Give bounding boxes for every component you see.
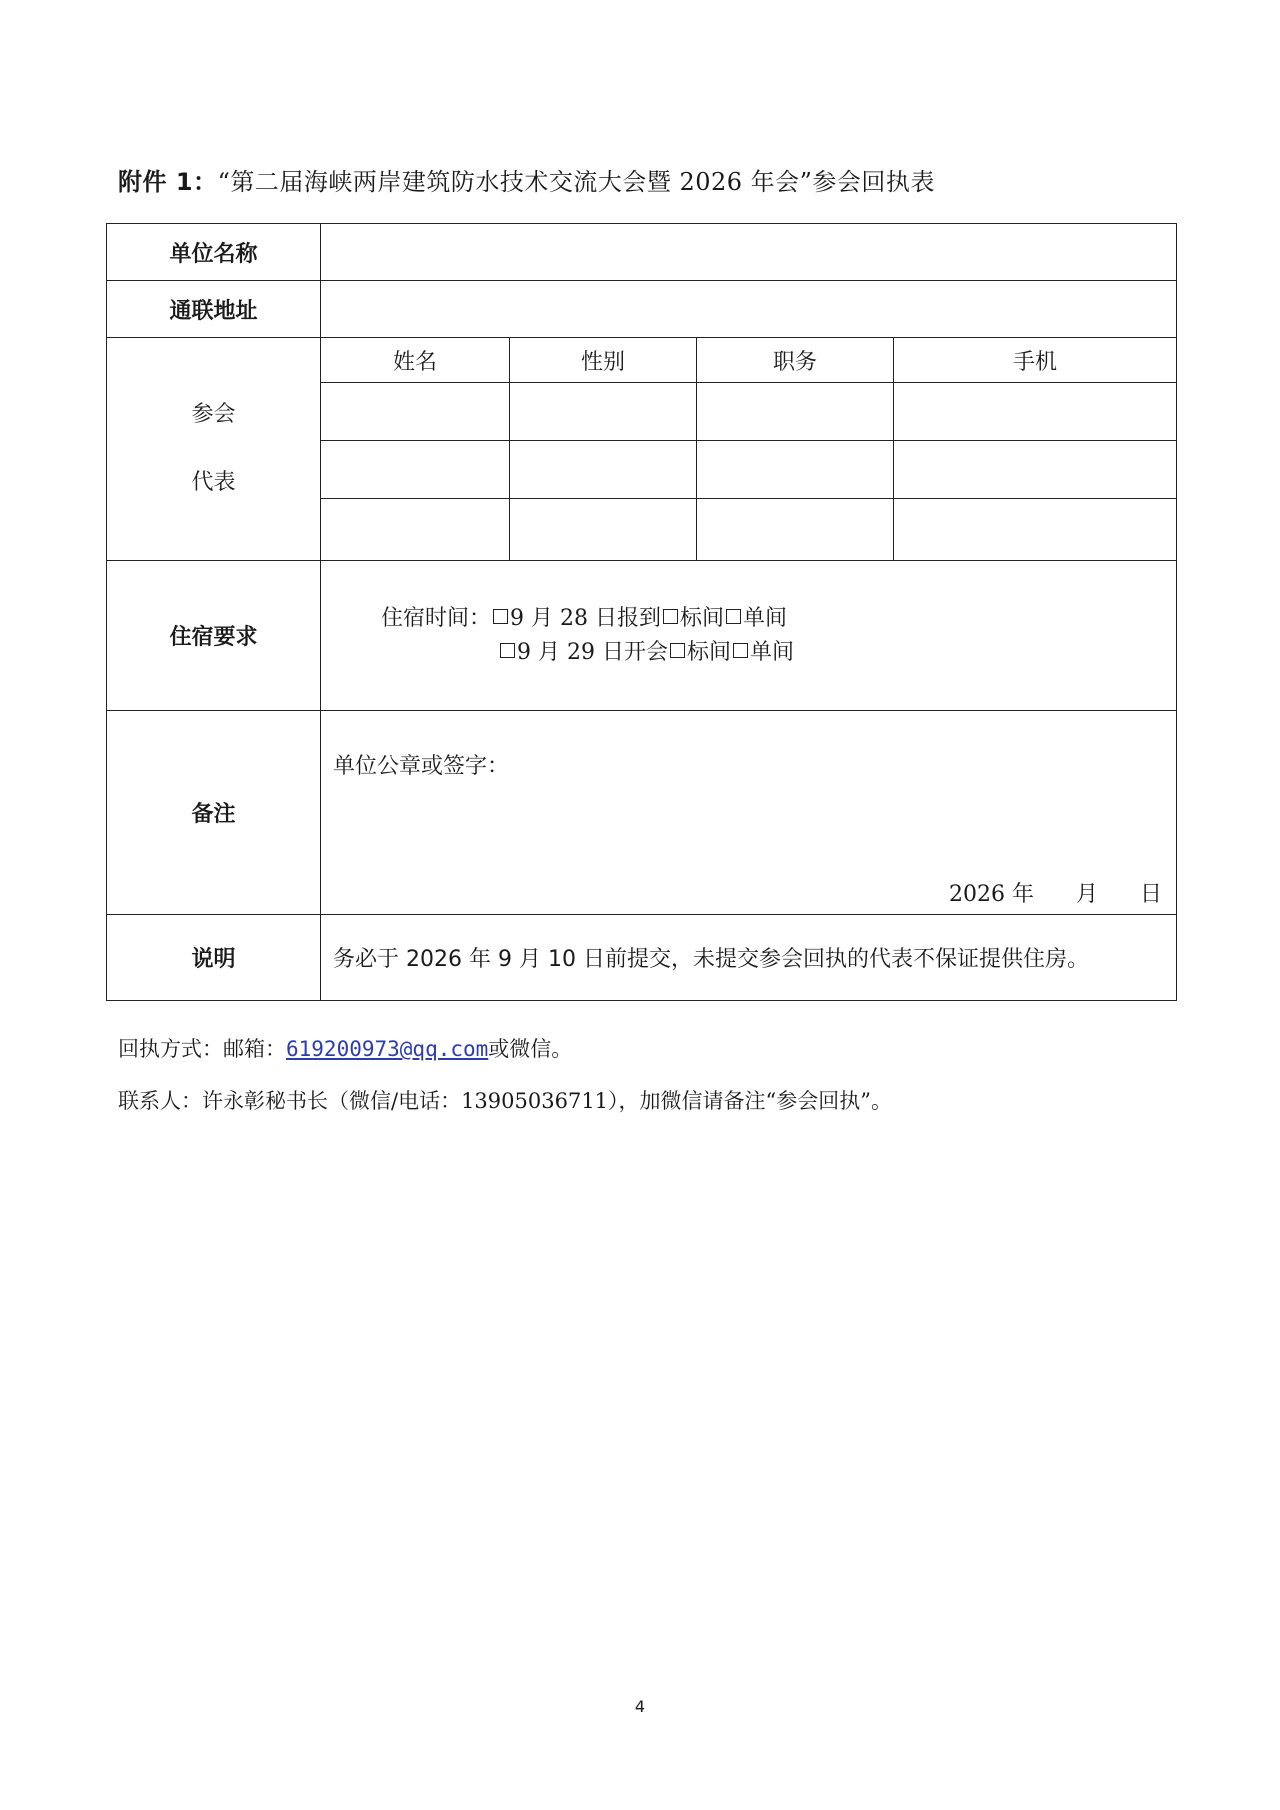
column-header-gender: 性别 bbox=[510, 338, 697, 383]
note-row bbox=[107, 915, 1177, 1001]
remark-field[interactable] bbox=[321, 711, 1177, 915]
delegate-phone-field[interactable] bbox=[894, 499, 1177, 561]
delegate-name-field[interactable] bbox=[321, 499, 510, 561]
single-room-label: 单间 bbox=[743, 605, 788, 631]
signature-date bbox=[949, 877, 1162, 908]
form-title bbox=[118, 162, 935, 197]
lodging-row bbox=[107, 561, 1177, 711]
option-sep28-label: 9 月 28 日报到 bbox=[510, 605, 661, 631]
delegate-position-field[interactable] bbox=[697, 499, 894, 561]
lodging-line-2 bbox=[381, 636, 1176, 670]
delegate-gender-field[interactable] bbox=[510, 441, 697, 499]
signature-label: 单位公章或签字： bbox=[333, 754, 510, 779]
email-link[interactable]: 619200973@qq.com bbox=[286, 1037, 489, 1061]
remark-row bbox=[107, 711, 1177, 915]
standard-room-label: 标间 bbox=[680, 605, 725, 631]
date-day: 日 bbox=[1139, 882, 1162, 907]
address-label: 通联地址 bbox=[107, 281, 321, 338]
delegate-label-line1: 参会 bbox=[191, 402, 236, 427]
column-header-position: 职务 bbox=[697, 338, 894, 383]
reply-method bbox=[118, 1033, 572, 1063]
delegate-label-line2: 代表 bbox=[191, 470, 236, 495]
checkbox-sep29-single-room[interactable] bbox=[733, 643, 748, 658]
title-text: “第二届海峡两岸建筑防水技术交流大会暨 2026 年会”参会回执表 bbox=[217, 168, 935, 196]
reply-method-prefix: 回执方式：邮箱： bbox=[118, 1037, 286, 1061]
checkbox-sep29-standard-room[interactable] bbox=[670, 643, 685, 658]
unit-name-field[interactable] bbox=[321, 224, 1177, 281]
date-year: 2026 年 bbox=[949, 882, 1035, 907]
delegate-phone-field[interactable] bbox=[894, 441, 1177, 499]
delegate-label-cell bbox=[107, 338, 321, 561]
lodging-label: 住宿要求 bbox=[107, 561, 321, 711]
note-text: 务必于 2026 年 9 月 10 日前提交，未提交参会回执的代表不保证提供住房。 bbox=[321, 915, 1177, 1001]
note-label: 说明 bbox=[107, 915, 321, 1001]
column-header-name: 姓名 bbox=[321, 338, 510, 383]
delegate-header-row bbox=[107, 338, 1177, 383]
checkbox-sep28-single-room[interactable] bbox=[726, 609, 741, 624]
delegate-name-field[interactable] bbox=[321, 383, 510, 441]
option-sep29-label: 9 月 29 日开会 bbox=[517, 639, 668, 665]
address-row bbox=[107, 281, 1177, 338]
date-month: 月 bbox=[1076, 882, 1099, 907]
page-number: 4 bbox=[634, 1697, 646, 1716]
delegate-gender-field[interactable] bbox=[510, 383, 697, 441]
delegate-name-field[interactable] bbox=[321, 441, 510, 499]
delegate-phone-field[interactable] bbox=[894, 383, 1177, 441]
lodging-options bbox=[321, 561, 1177, 711]
remark-label: 备注 bbox=[107, 711, 321, 915]
unit-name-row bbox=[107, 224, 1177, 281]
checkbox-sep28-standard-room[interactable] bbox=[663, 609, 678, 624]
delegate-position-field[interactable] bbox=[697, 441, 894, 499]
checkbox-sep28[interactable] bbox=[493, 609, 508, 624]
attachment-prefix: 附件 1： bbox=[118, 168, 218, 196]
checkbox-sep29[interactable] bbox=[500, 643, 515, 658]
lodging-time-label: 住宿时间： bbox=[381, 605, 492, 631]
lodging-line-1 bbox=[381, 602, 1176, 636]
delegate-position-field[interactable] bbox=[697, 383, 894, 441]
contact-info: 联系人：许永彰秘书长（微信/电话：13905036711），加微信请备注“参会回执”。 bbox=[118, 1089, 893, 1113]
registration-form-table bbox=[106, 223, 1177, 1001]
delegate-gender-field[interactable] bbox=[510, 499, 697, 561]
column-header-phone: 手机 bbox=[894, 338, 1177, 383]
standard-room-label: 标间 bbox=[686, 639, 731, 665]
unit-name-label: 单位名称 bbox=[107, 224, 321, 281]
single-room-label: 单间 bbox=[750, 639, 795, 665]
address-field[interactable] bbox=[321, 281, 1177, 338]
reply-method-suffix: 或微信。 bbox=[488, 1037, 573, 1061]
